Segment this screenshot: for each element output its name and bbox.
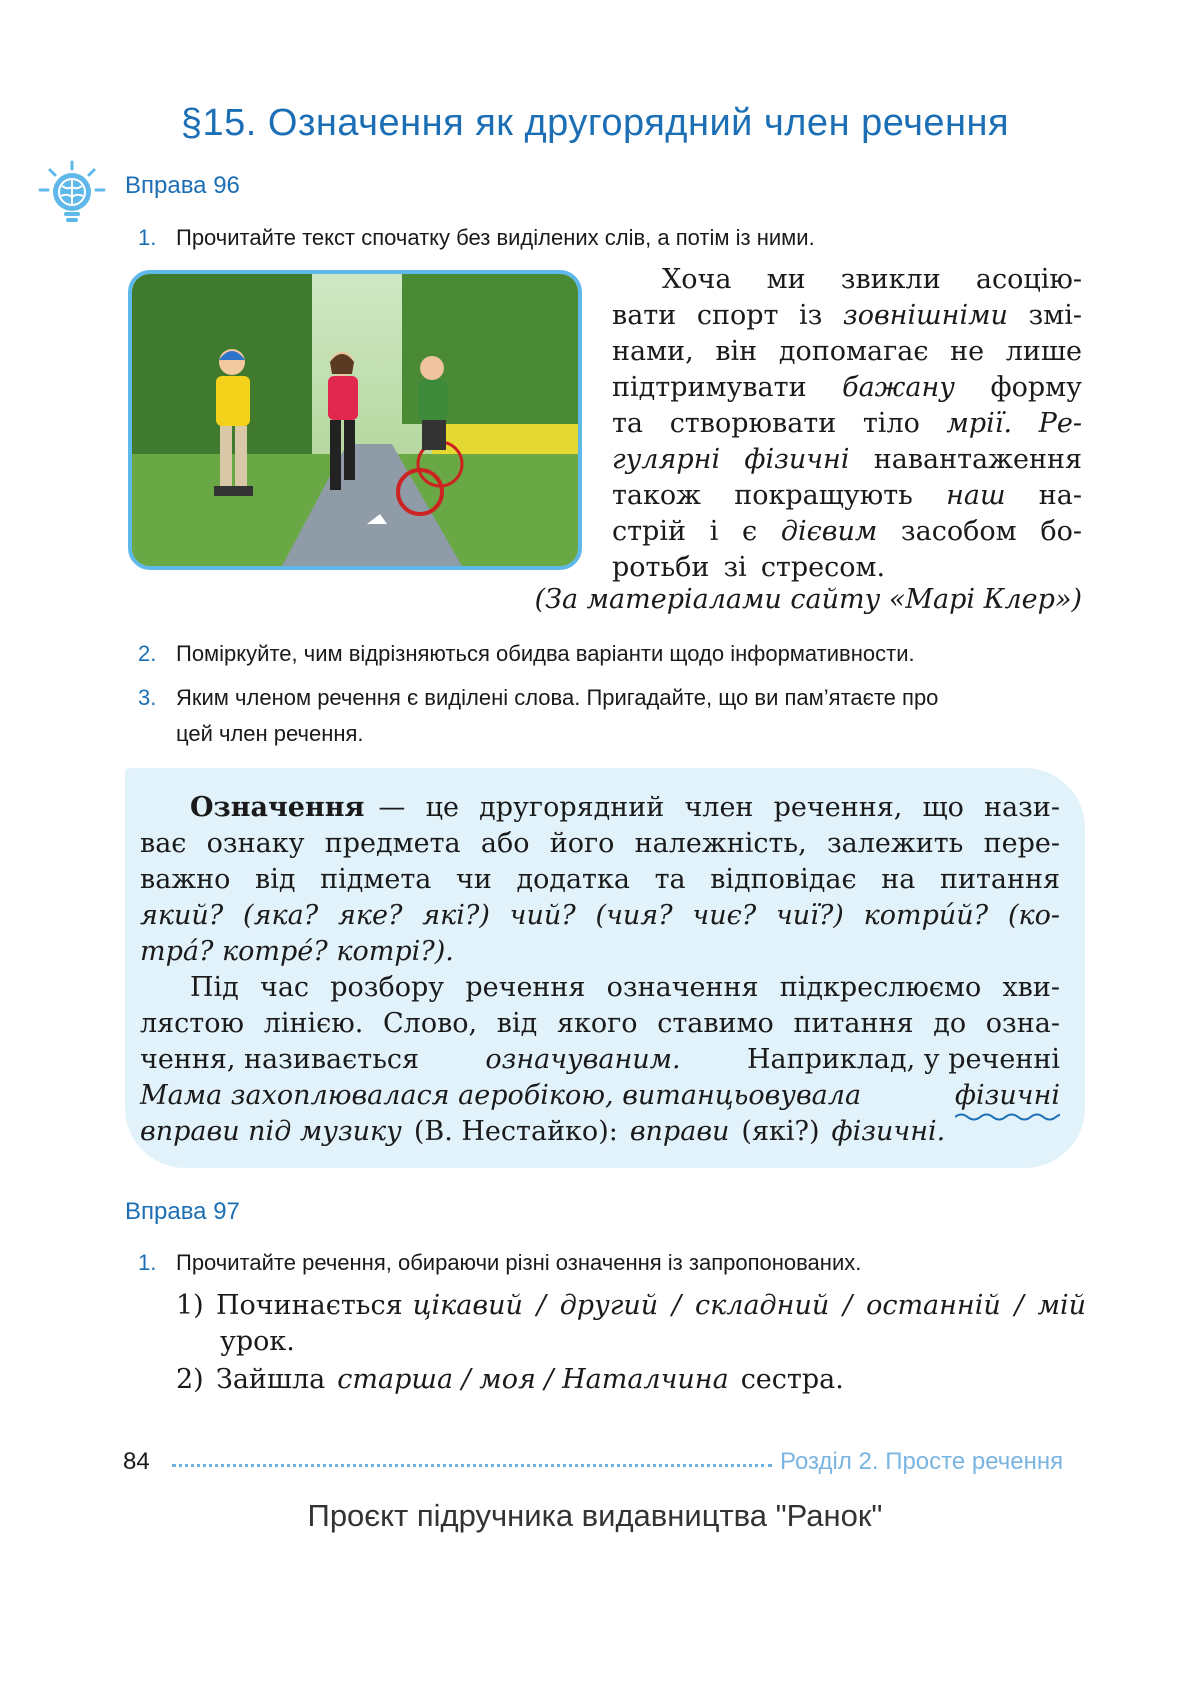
word: стрій	[612, 516, 686, 547]
rule-line-text: — це другорядний член речення, що нази-	[378, 792, 1060, 823]
word: спорт	[696, 300, 779, 331]
word: звикли	[840, 264, 941, 295]
task-number: 3.	[138, 685, 157, 710]
word: стресом.	[760, 552, 886, 583]
rule-line: трá? котрé? котрі?).	[140, 936, 454, 967]
word: вати	[612, 300, 677, 331]
wavy-underlined-word: фізичні	[955, 1078, 1060, 1114]
wavy-underline	[955, 1112, 1060, 1122]
word: створювати	[669, 408, 837, 439]
item-end: урок.	[220, 1326, 295, 1357]
task-number: 1.	[138, 1250, 157, 1275]
word: асоцію-	[975, 264, 1082, 295]
rule-line: який? (яка? яке? які?) чий? (чия? чиє? чиї?) котрúй? (ко-	[140, 900, 1060, 931]
highlighted-word: мрії.	[946, 408, 1013, 439]
text-line	[612, 406, 1082, 442]
exercise-97-label: Вправа 97	[125, 1198, 240, 1225]
word: ротьби	[612, 552, 710, 583]
rule-line: Мама захоплювалася аеробікою, витанцьовувала фізичні	[140, 1078, 1060, 1114]
page-title: §15. Означення як другорядний член речення	[180, 102, 1010, 144]
exercise-96-task-2	[138, 636, 1088, 672]
item-line	[176, 1362, 1086, 1398]
item-line	[176, 1288, 1086, 1324]
word: допомагає	[778, 336, 929, 367]
text-line	[612, 334, 1082, 370]
item-verb: Починається	[216, 1290, 403, 1321]
item-number: 2)	[176, 1364, 204, 1395]
rule-line: ває ознаку предмета або його належність, залежить пере-	[140, 828, 1060, 859]
exercise-96-label: Вправа 96	[125, 172, 240, 199]
sport-photo	[128, 270, 582, 570]
word: тіло	[862, 408, 920, 439]
text-line	[612, 550, 1082, 586]
section-name: Розділ 2. Просте речення	[780, 1448, 1064, 1475]
text-line	[612, 514, 1082, 550]
highlighted-word: бажану	[842, 372, 955, 403]
word: ми	[766, 264, 806, 295]
word: навантаження	[873, 444, 1082, 475]
word: із	[799, 300, 823, 331]
word: бо-	[1040, 516, 1082, 547]
rule-line: вправи під музику (В. Нестайко): вправи (які?) фізичні.	[140, 1116, 946, 1147]
footer-divider	[172, 1464, 772, 1467]
highlighted-word: гулярні	[612, 444, 721, 475]
word: і	[709, 516, 719, 547]
exercise-97-item-1	[176, 1288, 1086, 1360]
word: зі	[723, 552, 747, 583]
word: нами,	[612, 336, 694, 367]
text-source	[482, 584, 1082, 615]
word: та	[612, 408, 644, 439]
item-end: сестра.	[740, 1364, 844, 1395]
word: засобом	[900, 516, 1017, 547]
rule-line	[140, 790, 1060, 826]
word: на-	[1038, 480, 1082, 511]
task-text: Прочитайте текст спочатку без виділених слів, а потім із ними.	[176, 225, 815, 250]
text-line	[612, 370, 1082, 406]
page-number: 84	[123, 1448, 150, 1475]
highlighted-word: фізичні	[744, 444, 850, 475]
word: форму	[990, 372, 1082, 403]
task-number: 1.	[138, 225, 157, 250]
text-line	[612, 442, 1082, 478]
rule-line: чення, називається означуваним. Наприклад, у реченні	[140, 1044, 1060, 1075]
word: не	[950, 336, 985, 367]
word: покращують	[734, 480, 913, 511]
rule-term: Означення	[190, 792, 365, 823]
source-text: (За матеріалами сайту «Марі Клер»)	[534, 584, 1082, 615]
task-number: 2.	[138, 641, 157, 666]
highlighted-word: зовнішніми	[842, 300, 1008, 331]
highlighted-word: Ре-	[1038, 408, 1082, 439]
task-text: Прочитайте речення, обираючи різні означення із запропонованих.	[176, 1250, 862, 1275]
item-options: цікавий / другий / складний / останній / мій	[412, 1290, 1086, 1321]
text-line	[612, 262, 1082, 298]
word: змі-	[1028, 300, 1082, 331]
word: він	[715, 336, 758, 367]
item-number: 1)	[176, 1290, 204, 1321]
highlighted-word: наш	[946, 480, 1006, 511]
reading-text	[612, 262, 1082, 586]
word: є	[742, 516, 758, 547]
word: Хоча	[662, 264, 732, 295]
exercise-96-task-3	[138, 680, 1088, 752]
rule-line: лястою лінією. Слово, від якого ставимо питання до озна-	[140, 1008, 1060, 1039]
word: підтримувати	[612, 372, 807, 403]
publisher-watermark: Проєкт підручника видавництва "Ранок"	[307, 1498, 883, 1533]
item-options: старша / моя / Наталчина	[337, 1364, 729, 1395]
exercise-96-task-1	[138, 220, 1088, 256]
task-text: Поміркуйте, чим відрізняються обидва варіанти щодо інформативности.	[176, 641, 915, 666]
text-line	[612, 298, 1082, 334]
word: також	[612, 480, 702, 511]
exercise-97-task-1	[138, 1245, 1088, 1281]
item-verb: Зайшла	[216, 1364, 326, 1395]
lightbulb-brain-icon	[38, 160, 106, 228]
task-text-continued: цей член речення.	[176, 721, 364, 746]
rule-line: Під час розбору речення означення підкреслюємо хви-	[190, 972, 1060, 1003]
word: лише	[1005, 336, 1082, 367]
task-text: Яким членом речення є виділені слова. Пригадайте, що ви пам’ятаєте про	[176, 685, 939, 710]
highlighted-word: дієвим	[780, 516, 878, 547]
text-line	[612, 478, 1082, 514]
rule-text	[140, 790, 1060, 1150]
exercise-97-item-2	[176, 1362, 1086, 1398]
rule-line: важно від підмета чи додатка та відповідає на питання	[140, 864, 1060, 895]
